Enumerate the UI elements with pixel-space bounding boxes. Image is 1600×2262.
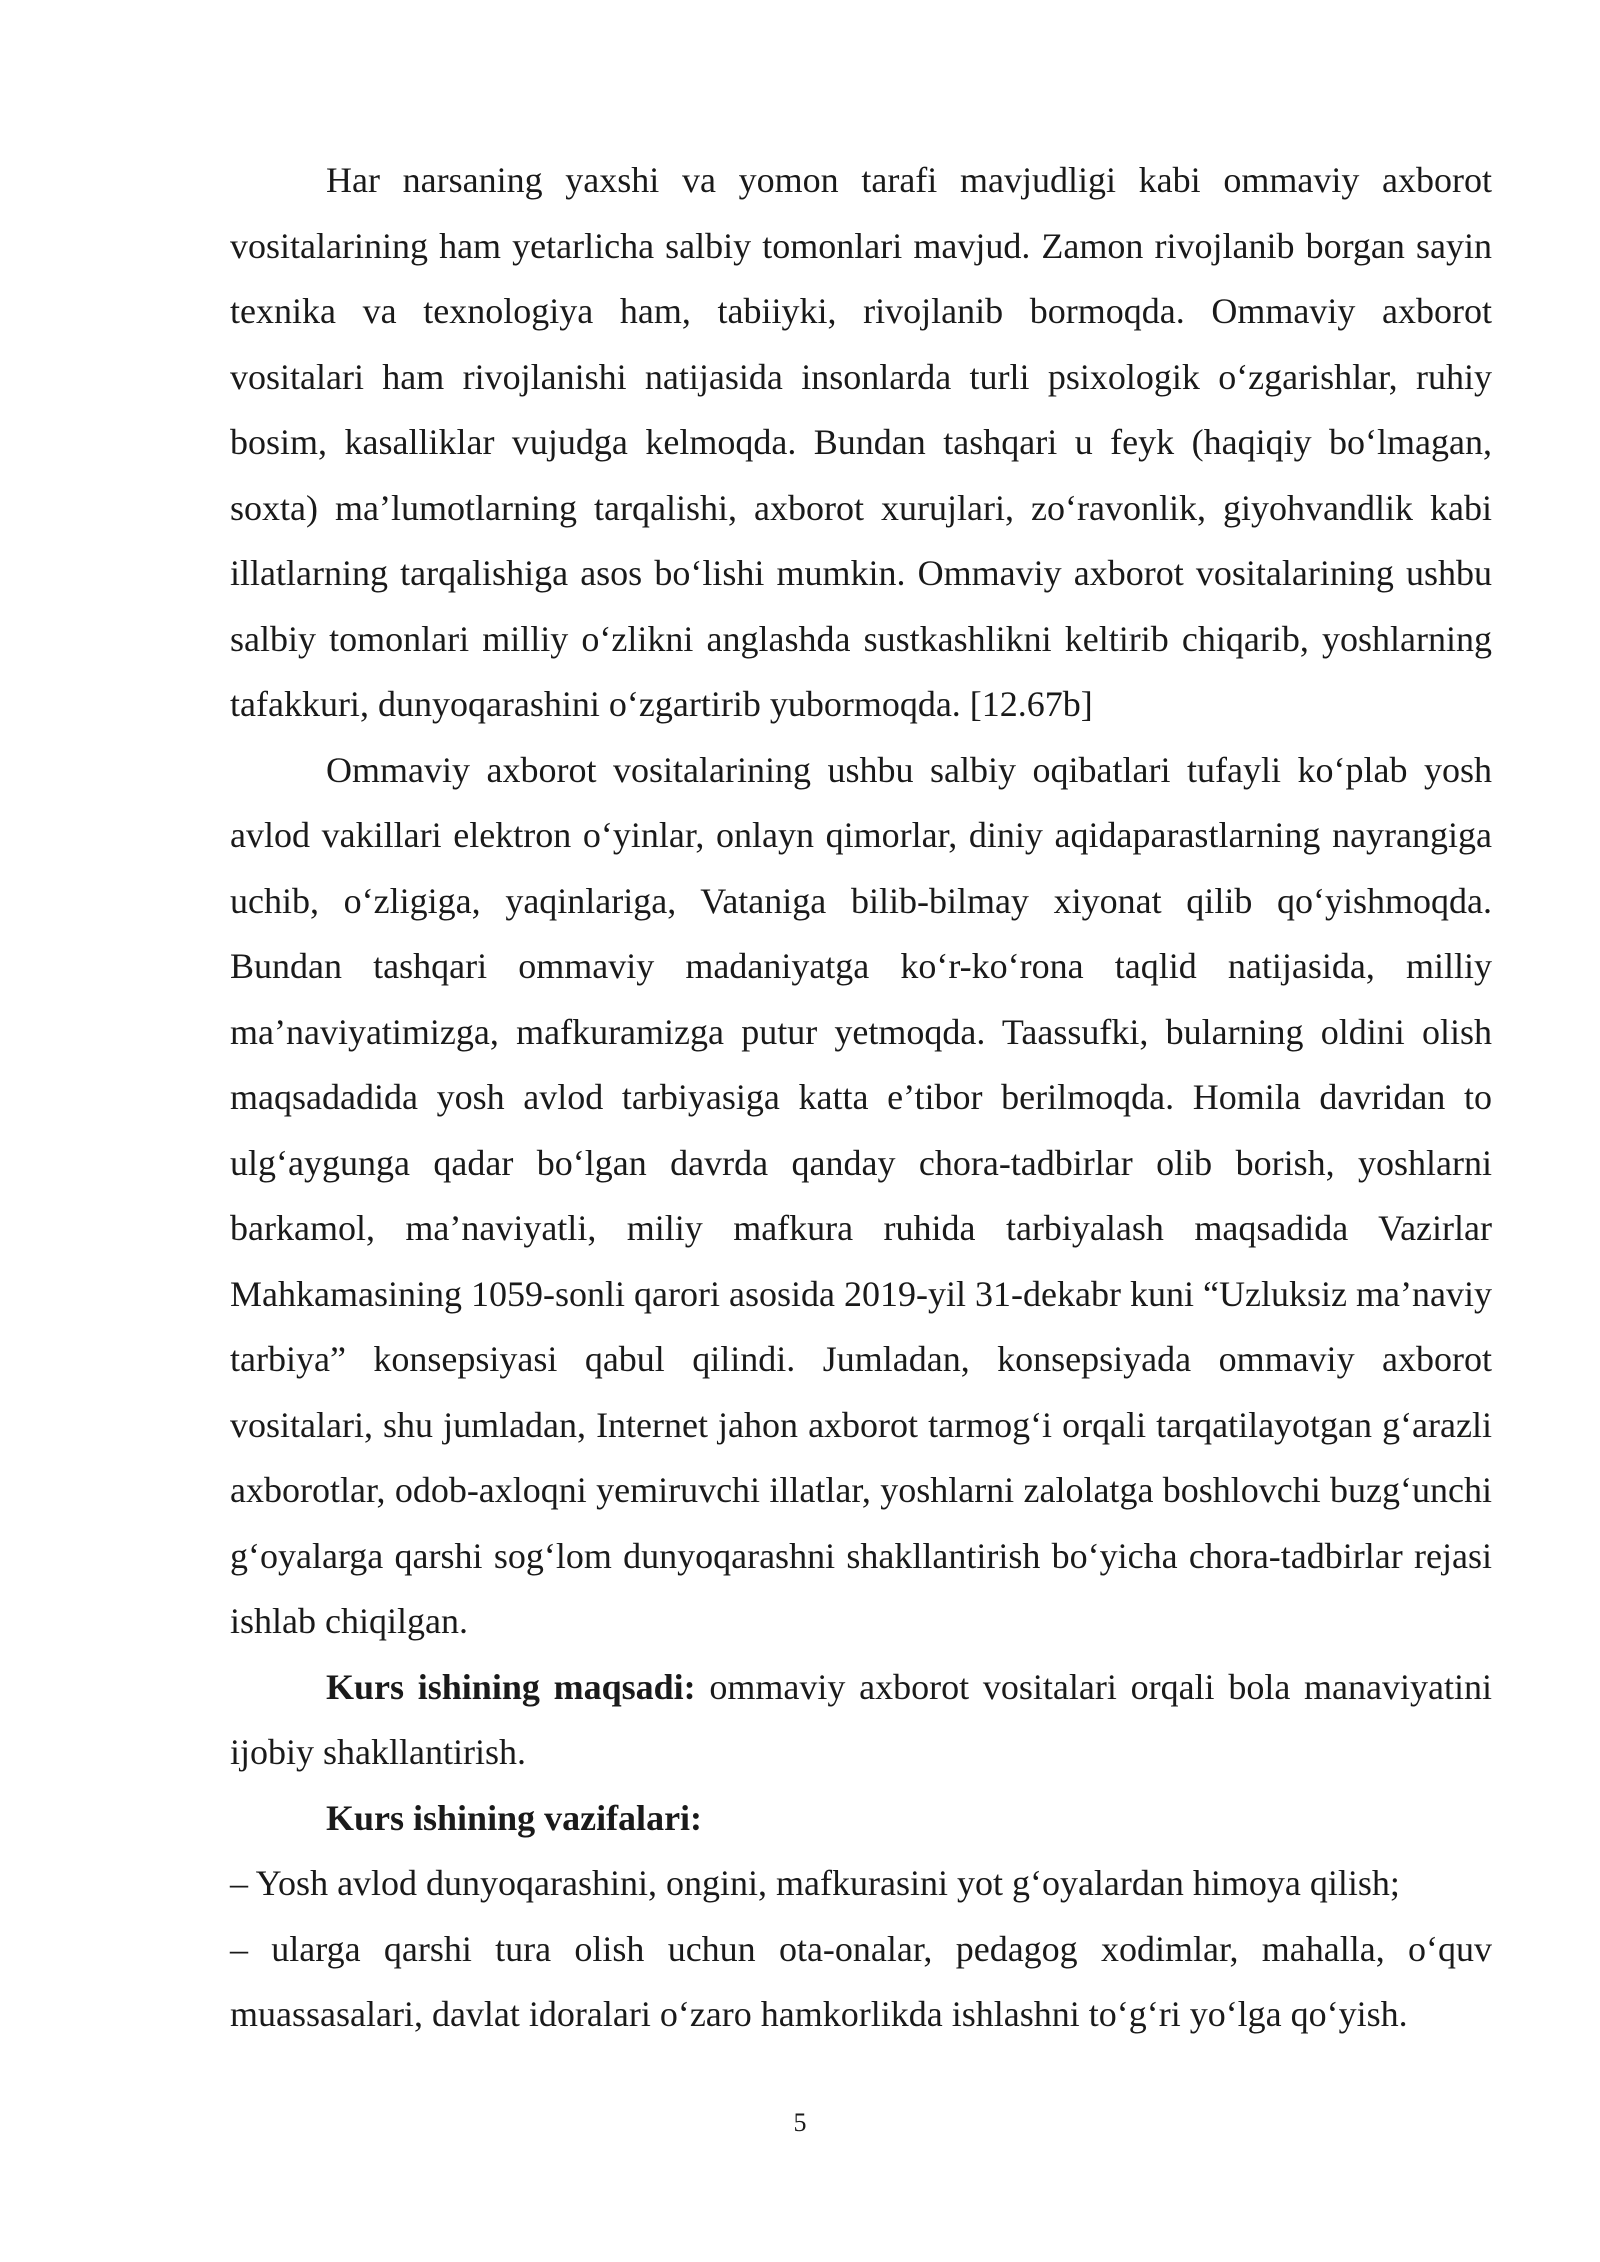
tasks-heading: Kurs ishining vazifalari: [326, 1797, 703, 1838]
task-item-2: – ularga qarshi tura olish uchun ota-onalar, pedagog xodimlar, mahalla, o‘quv muassasalari, davlat idoralari o‘zaro hamkorlikda ishlashni to‘g‘ri yo‘lga qo‘yish. [230, 1928, 1492, 2034]
goal-label: Kurs ishining maqsadi: [326, 1666, 696, 1707]
body-paragraph-2: Ommaviy axborot vositalarining ushbu salbiy oqibatlari tufayli ko‘plab yosh avlod vakillari elektron o‘yinlar, onlayn qimorlar, diniy aqidaparastlarning nayrangiga uchib, o‘zligiga, yaqinlariga, Vataniga bilib-bilmay xiyonat qilib qo‘yishmoqda. Bundan tashqari ommaviy madaniyatga ko‘r-ko‘rona taqlid natijasida, milliy ma’naviyatimizga, mafkuramizga putur yetmoqda. Taassufki, bularning oldini olish maqsadadida yosh avlod tarbiyasiga katta e’tibor berilmoqda. Homila davridan to ulg‘aygunga qadar bo‘lgan davrda qanday chora-tadbirlar olib borish, yoshlarni barkamol, ma’naviyatli, miliy mafkura ruhida tarbiyalash maqsadida Vazirlar Mahkamasining 1059-sonli qarori asosida 2019-yil 31-dekabr kuni “Uzluksiz ma’naviy tarbiya” konsepsiyasi qabul qilindi. Jumladan, konsepsiyada ommaviy axborot vositalari, shu jumladan, Internet jahon axborot tarmog‘i orqali tarqatilayotgan g‘arazli axborotlar, odob-axloqni yemiruvchi illatlar, yoshlarni zalolatga boshlovchi buzg‘unchi g‘oyalarga qarshi sog‘lom dunyoqarashni shakllantirish bo‘yicha chora-tadbirlar rejasi ishlab chiqilgan. [230, 749, 1492, 1641]
goal-text: ommaviy axborot vositalari orqali bola manaviyatini ijobiy shakllantirish. [230, 1666, 1492, 1772]
page-body [230, 148, 1492, 2048]
page-number: 5 [793, 2108, 807, 2137]
task-item-1: – Yosh avlod dunyoqarashini, ongini, mafkurasini yot g‘oyalardan himoya qilish; [230, 1863, 1400, 1903]
goal-paragraph [230, 1655, 1492, 1786]
body-paragraph-1: Har narsaning yaxshi va yomon tarafi mavjudligi kabi ommaviy axborot vositalarining ham yetarlicha salbiy tomonlari mavjud. Zamon rivojlanib borgan sayin texnika va texnologiya ham, tabiiyki, rivojlanib bormoqda. Ommaviy axborot vositalari ham rivojlanishi natijasida insonlarda turli psixologik o‘zgarishlar, ruhiy bosim, kasalliklar vujudga kelmoqda. Bundan tashqari u feyk (haqiqiy bo‘lmagan, soxta) ma’lumotlarning tarqalishi, axborot xurujlari, zo‘ravonlik, giyohvandlik kabi illatlarning tarqalishiga asos bo‘lishi mumkin. Ommaviy axborot vositalarining ushbu salbiy tomonlari milliy o‘zlikni anglashda sustkashlikni keltirib chiqarib, yoshlarning tafakkuri, dunyoqarashini o‘zgartirib yubormoqda. [12.67b] [230, 160, 1492, 724]
